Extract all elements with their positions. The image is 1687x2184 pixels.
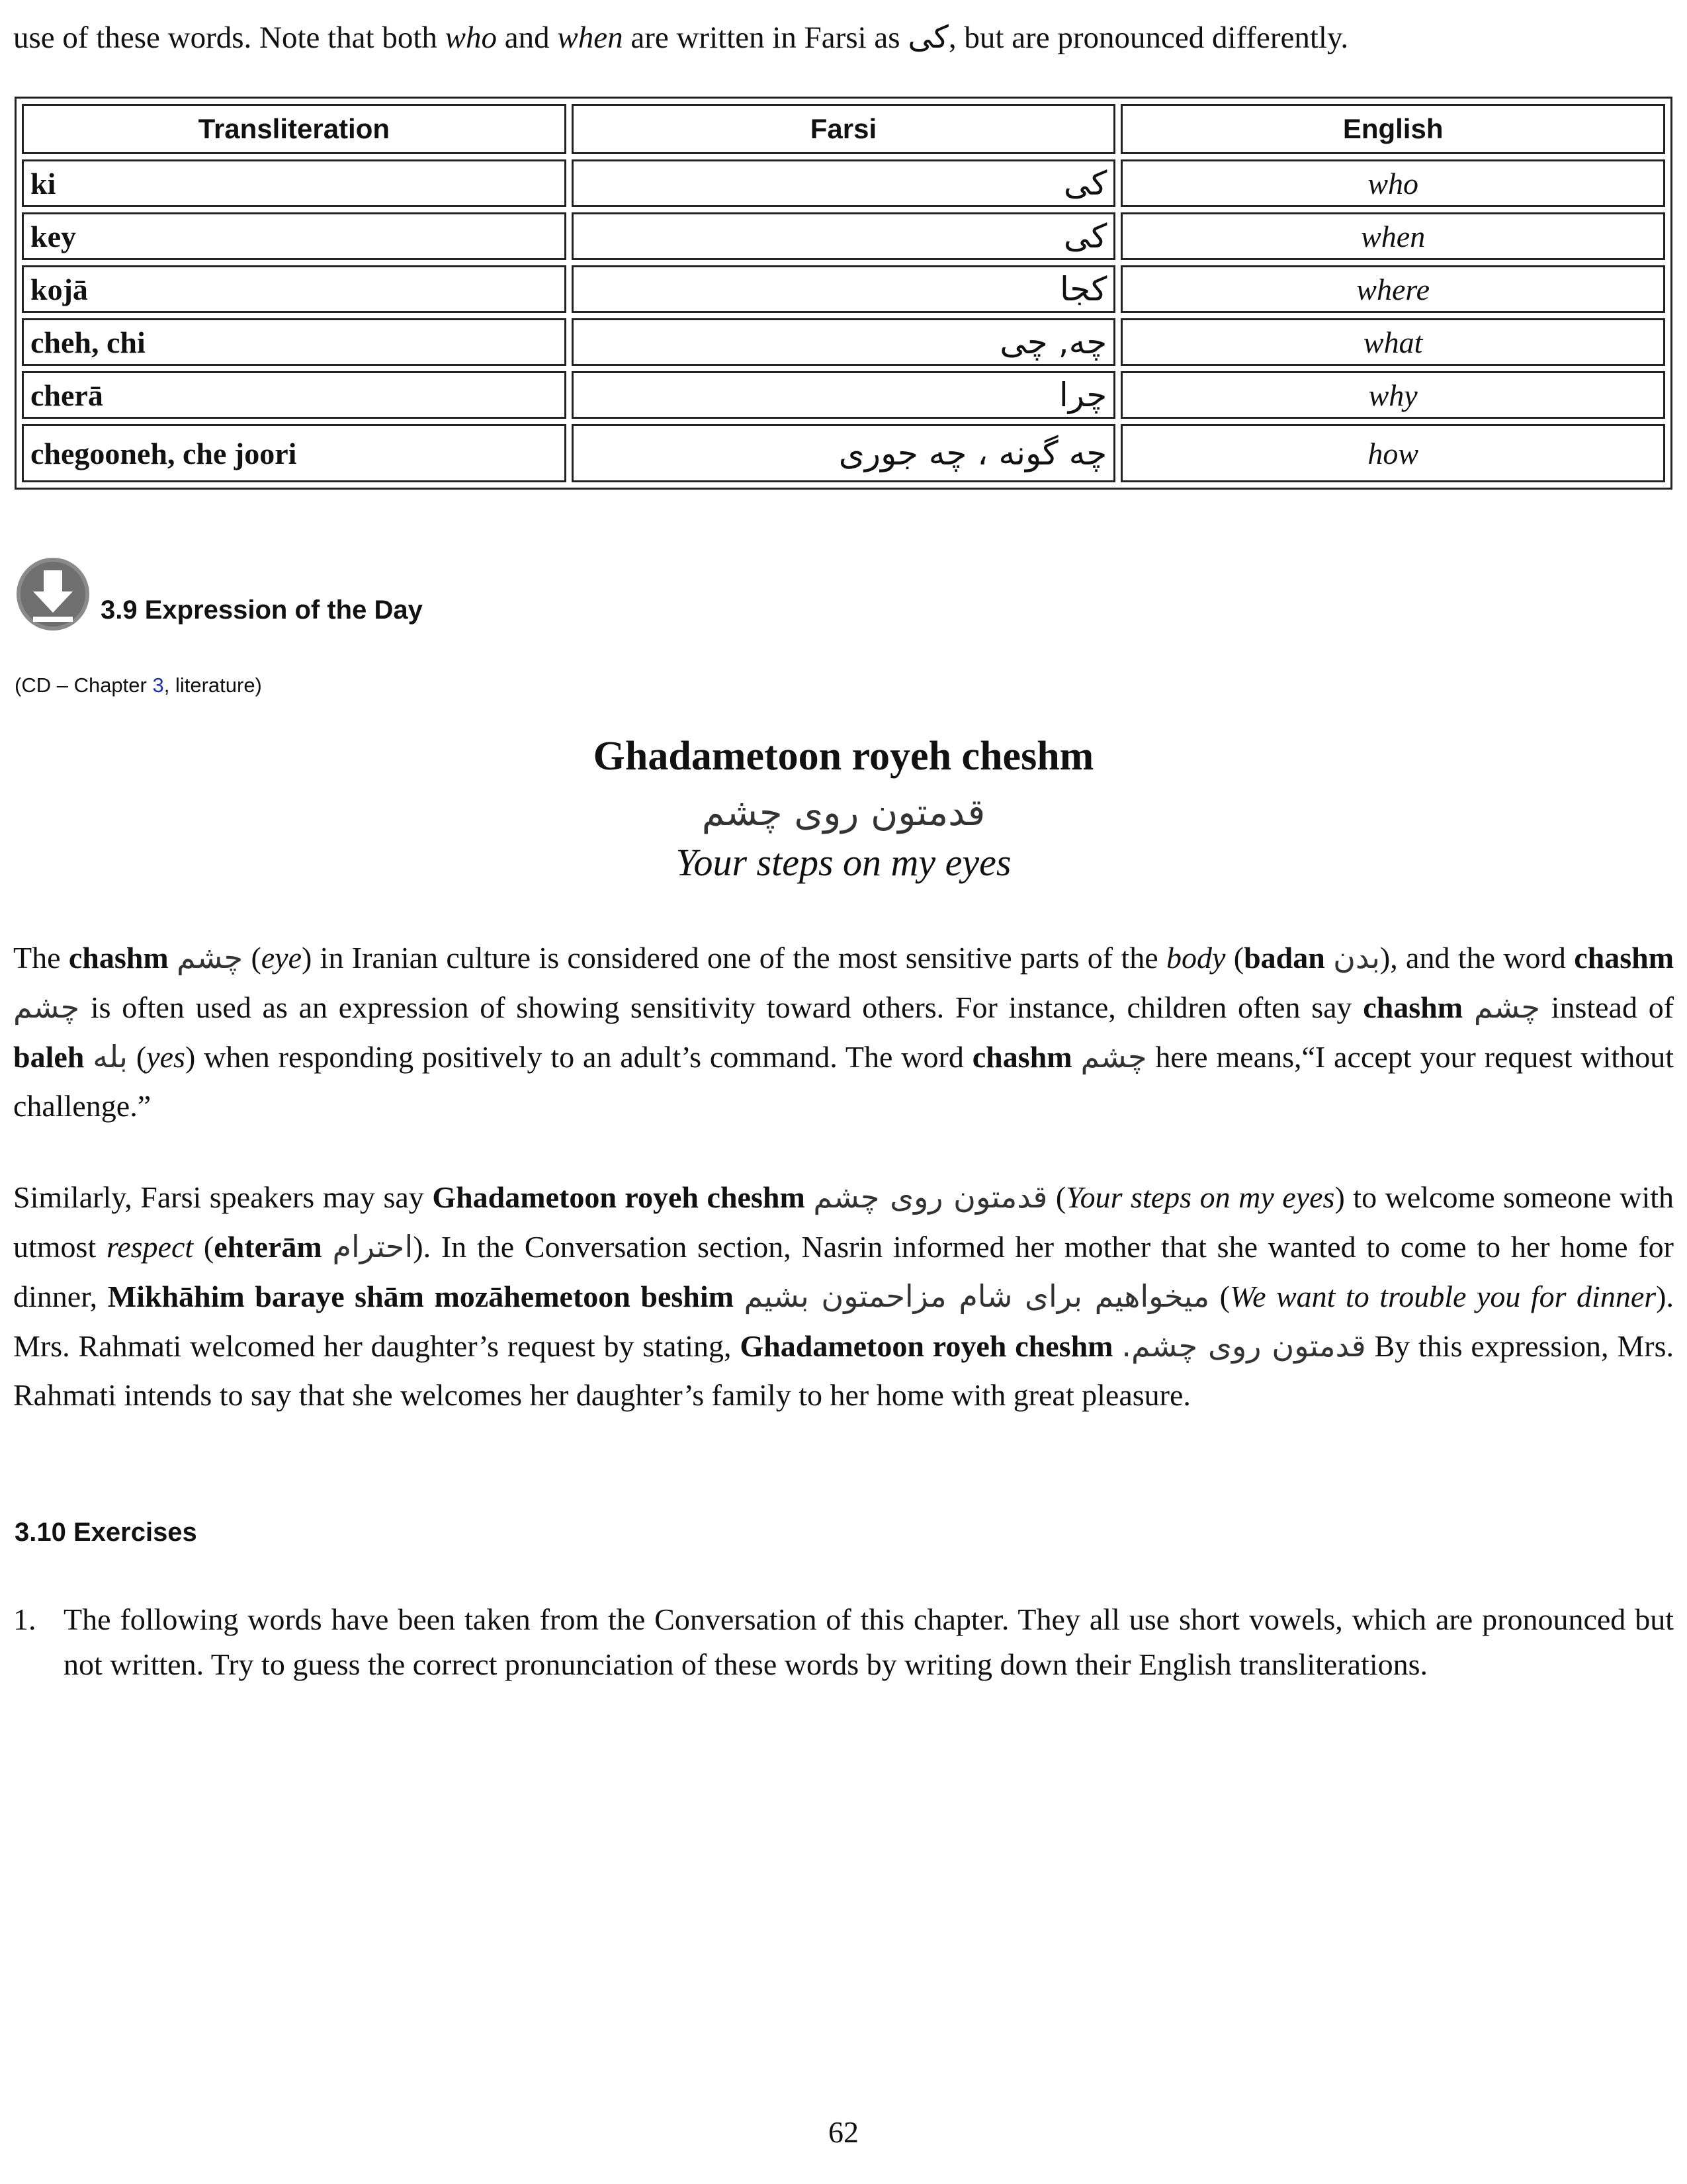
cell-transliteration: key [22,212,566,260]
header-farsi: Farsi [572,104,1116,154]
table-header-row [22,104,1665,154]
table-row [22,265,1665,313]
expression-english: Your steps on my eyes [675,841,1012,884]
table-row [22,212,1665,260]
cell-english: where [1121,265,1665,313]
cell-english: what [1121,318,1665,366]
header-transliteration: Transliteration [22,104,566,154]
exercise-number: 1. [13,1602,36,1636]
cell-english: who [1121,159,1665,207]
cell-farsi: چه گونه ، چه جوری [572,424,1116,482]
cell-farsi: چه, چی [572,318,1116,366]
exercises-title: 3.10 Exercises [15,1518,197,1547]
exercise-text: The following words have been taken from the Conversation of this chapter. They all use short vowels, which are pronounced but not written. Try to guess the correct pronunciation of these words by writing down their English transliterations. [64,1602,1674,1681]
exercise-item [13,1597,1674,1687]
paragraph-ghadametoon: Similarly, Farsi speakers may say Ghadametoon royeh cheshm قدمتون روی چشم (Your steps on my eyes) to welcome someone with utmost respect (ehterām احترام). In the Conversation section, Nasrin informed her mother that she wanted to come to her home for dinner, Mikhāhim baraye shām mozāhemetoon beshim میخواهیم برای شام مزاحمتون بشیم (We want to trouble you for dinner). Mrs. Rahmati welcomed her daughter’s request by stating, Ghadametoon royeh cheshm قدمتون روی چشم. By this expression, Mrs. Rahmati intends to say that she welcomes her daughter’s family to her home with great pleasure. [13,1179,1674,1412]
table-row [22,424,1665,482]
cell-farsi: کی [572,159,1116,207]
table-row [22,371,1665,419]
farsi-ki: کی [908,19,949,56]
table-row [22,159,1665,207]
section-title: 3.9 Expression of the Day [101,595,423,625]
cell-farsi: چرا [572,371,1116,419]
cell-english: when [1121,212,1665,260]
paragraph-chashm: The chashm چشم (eye) in Iranian culture is considered one of the most sensitive parts of the body (badan بدن), and the word chashm چشم is often used as an expression of showing sensitivity toward others. For instance, children often say chashm چشم instead of baleh بله (yes) when responding positively to an adult’s command. The word chashm چشم here means,“I accept your request without challenge.” [13,939,1674,1123]
cell-farsi: کجا [572,265,1116,313]
question-words-table [15,97,1672,490]
download-arrow-icon [15,556,91,633]
intro-sentence: use of these words. Note that both who and when are written in Farsi as کی, but are pronounced differently. [13,19,1349,56]
cell-farsi: کی [572,212,1116,260]
cd-reference: (CD – Chapter 3, literature) [15,674,262,697]
cell-english: how [1121,424,1665,482]
expression-farsi: قدمتون روی چشم [701,791,986,834]
header-english: English [1121,104,1665,154]
cell-transliteration: ki [22,159,566,207]
cell-english: why [1121,371,1665,419]
cell-transliteration: chegooneh, che joori [22,424,566,482]
table-row [22,318,1665,366]
cell-transliteration: kojā [22,265,566,313]
cell-transliteration: cheh, chi [22,318,566,366]
expression-title: Ghadametoon royeh cheshm [593,734,1094,779]
page-number: 62 [828,2115,859,2149]
cell-transliteration: cherā [22,371,566,419]
chapter-link[interactable]: 3 [152,674,164,697]
